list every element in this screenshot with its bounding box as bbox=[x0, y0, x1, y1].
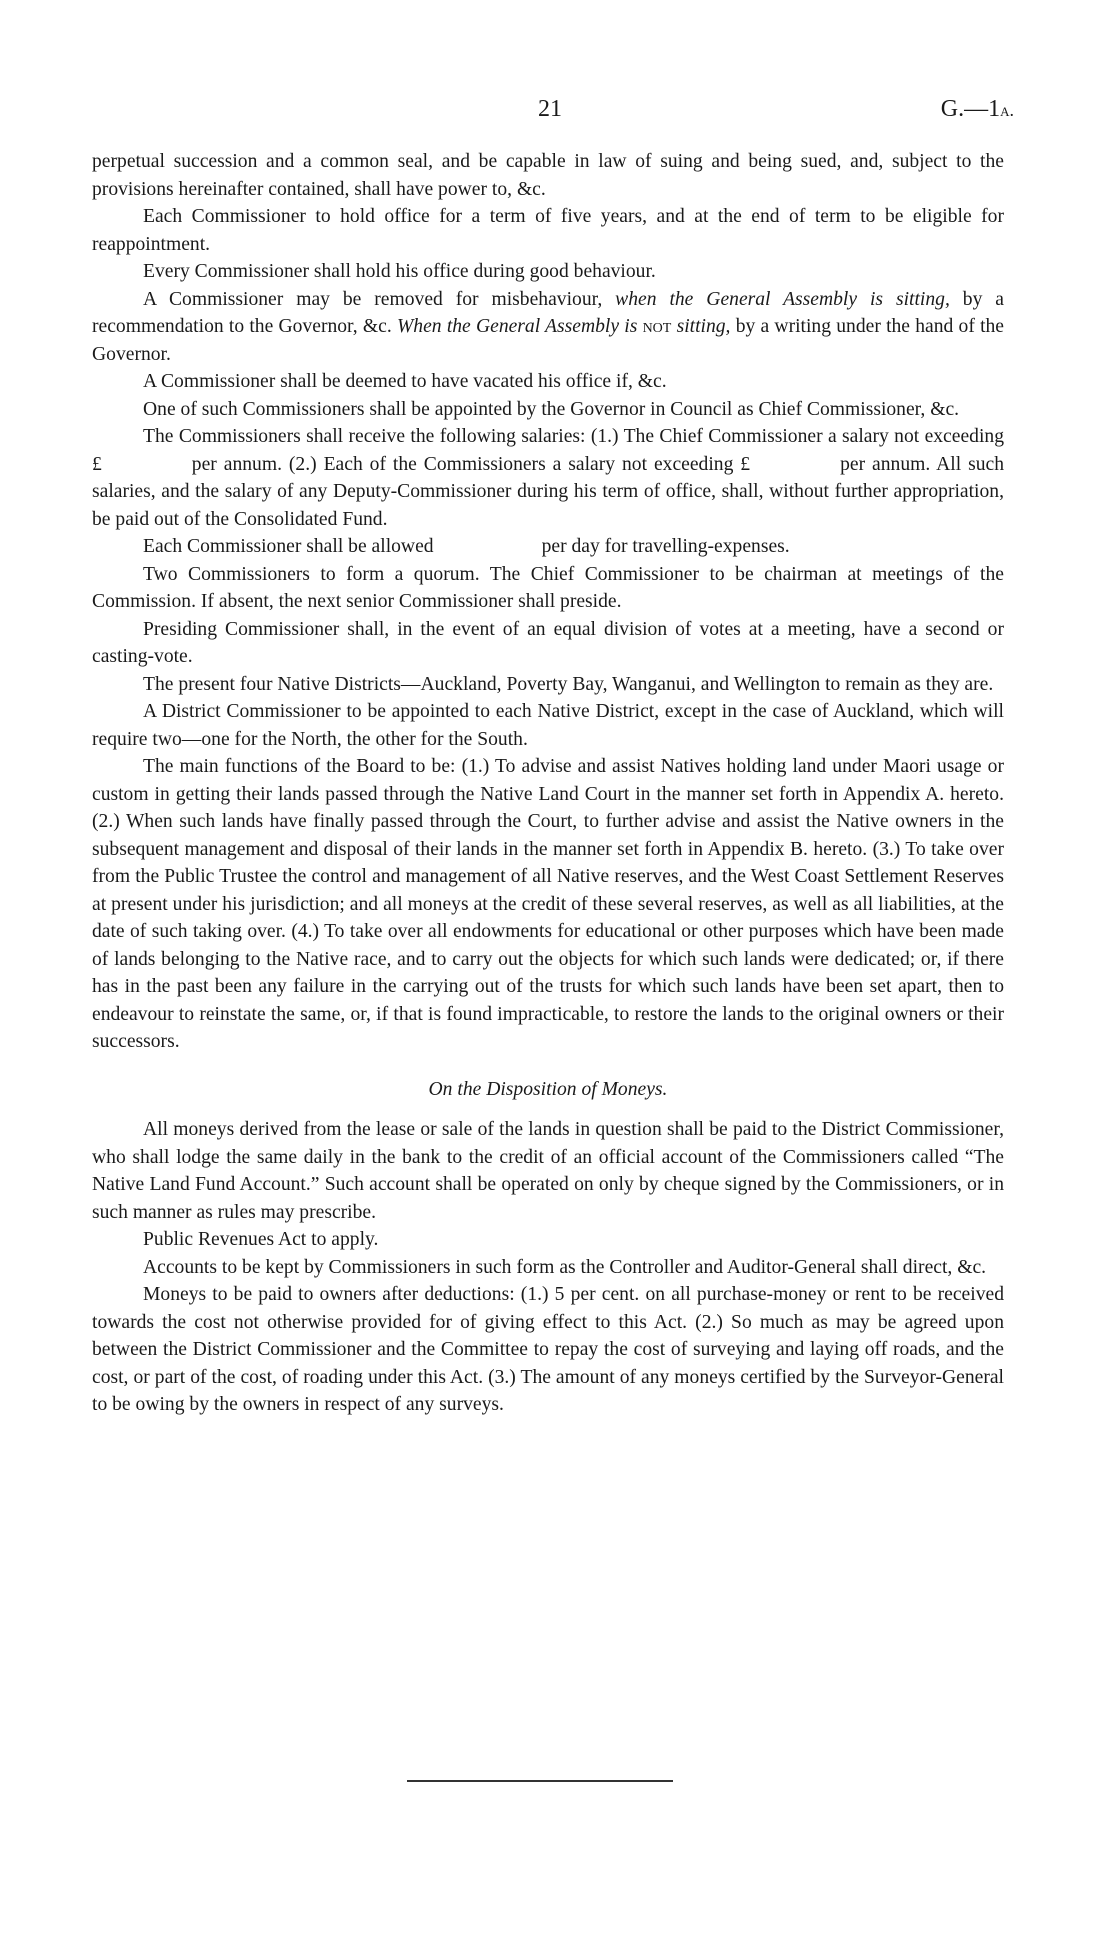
paragraph-16: Accounts to be kept by Commissioners in such form as the Controller and Auditor-General shall direct, &c. bbox=[143, 1256, 987, 1278]
document-reference bbox=[941, 96, 1014, 125]
paragraph-11: The present four Native Districts—Auckland, Poverty Bay, Wanganui, and Wellington to remain as they are. bbox=[143, 673, 994, 695]
paragraph-14: All moneys derived from the lease or sale of the lands in question shall be paid to the District Commissioner, who shall lodge the same daily in the bank to the credit of an official account of the Commissioners called “The Native Land Fund Account.” Such account shall be operated on only by cheque signed by the Commissioners, or in such manner as rules may prescribe. bbox=[92, 1119, 1004, 1223]
p7-text-a: The Commissioners shall receive the following salaries: (1.) The Chief Commissioner a salary not exceeding £ bbox=[92, 426, 1004, 475]
paragraph-9: Two Commissioners to form a quorum. The Chief Commissioner to be chairman at meetings of the Commission. If absent, the next senior Commissioner shall preside. bbox=[92, 563, 1004, 612]
doc-ref-suffix: a. bbox=[1000, 100, 1014, 120]
p4-text-a: A Commissioner may be removed for misbehaviour, bbox=[143, 288, 616, 310]
paragraph-4 bbox=[92, 286, 1004, 369]
p8-text-b: per day for travelling-expenses. bbox=[541, 536, 790, 557]
p7-text-b: per annum. (2.) Each of the Commissioners a salary not exceeding £ bbox=[191, 453, 751, 475]
paragraph-17: Moneys to be paid to owners after deductions: (1.) 5 per cent. on all purchase-money or rent to be received towards the cost not otherwise provided for of giving effect to this Act. (2.) So much as may be agreed upon between the District Commissioner and the Committee to repay the cost of surveying and laying off roads, and the cost, or part of the cost, of roading under this Act. (3.) The amount of any moneys certified by the Surveyor-General to be owing by the owners in respect of any surveys. bbox=[92, 1284, 1004, 1415]
doc-ref-prefix: G.—1 bbox=[940, 96, 1001, 122]
paragraph-5: A Commissioner shall be deemed to have vacated his office if, &c. bbox=[143, 371, 667, 392]
page-number: 21 bbox=[538, 96, 562, 122]
p4-italic-d: When the General Assembly is bbox=[396, 316, 643, 337]
p4-smallcaps-e: not bbox=[642, 316, 672, 337]
paragraph-13: The main functions of the Board to be: (1.) To advise and assist Natives holding land under Maori usage or custom in getting their lands passed through the Native Land Court in the manner set forth in Appendix A. hereto. (2.) When such lands have finally passed through the Court, to further advise and assist the Native owners in the subsequent management and disposal of their lands in the manner set forth in Appendix B. hereto. (3.) To take over from the Public Trustee the control and management of all Native reserves, and the West Coast Settlement Reserves at present under his jurisdiction; and all moneys at the credit of these several reserves, as well as all liabilities, at the date of such taking over. (4.) To take over all endowments for educational or other purposes which have been made of lands belonging to the Native race, and to carry out the objects for which such lands were dedicated; or, if there has in the past been any failure in the carrying out of the trusts for which such lands have been set apart, then to endeavour to reinstate the same, or, if that is found impracticable, to restore the lands to the original owners or their successors. bbox=[92, 756, 1004, 1052]
body-text bbox=[92, 148, 1004, 1419]
paragraph-10: Presiding Commissioner shall, in the event of an equal division of votes at a meeting, have a second or casting-vote. bbox=[92, 618, 1004, 667]
paragraph-8 bbox=[92, 533, 1004, 561]
page-header bbox=[0, 96, 1114, 130]
p4-text-g: by a writing under the hand of the Governor. bbox=[92, 316, 1005, 365]
closing-rule-divider bbox=[407, 1780, 673, 1782]
p7-text-c: per annum. All such salaries, and the salary of any Deputy-Commissioner during his term of office, shall, without further appropriation, be paid out of the Consolidated Fund. bbox=[92, 453, 1004, 530]
paragraph-3: Every Commissioner shall hold his office during good behaviour. bbox=[143, 261, 656, 282]
paragraph-2: Each Commissioner to hold office for a term of five years, and at the end of term to be eligible for reappointment. bbox=[92, 206, 1004, 255]
p8-text-a: Each Commissioner shall be allowed bbox=[143, 536, 434, 557]
p4-text-c: by a recommendation to the Governor, &c. bbox=[92, 288, 1004, 337]
paragraph-12: A District Commissioner to be appointed to each Native District, except in the case of Auckland, which will require two—one for the North, the other for the South. bbox=[92, 701, 1004, 750]
p4-italic-f: sitting, bbox=[671, 316, 731, 337]
section-heading: On the Disposition of Moneys. bbox=[428, 1078, 668, 1100]
paragraph-6: One of such Commissioners shall be appointed by the Governor in Council as Chief Commissioner, &c. bbox=[143, 398, 960, 420]
paragraph-7 bbox=[92, 423, 1004, 533]
p4-italic-b: when the General Assembly is sitting, bbox=[615, 288, 950, 310]
paragraph-15: Public Revenues Act to apply. bbox=[143, 1229, 379, 1250]
paragraph-1: perpetual succession and a common seal, and be capable in law of suing and being sued, and, subject to the provisions hereinafter contained, shall have power to, &c. bbox=[92, 151, 1004, 200]
